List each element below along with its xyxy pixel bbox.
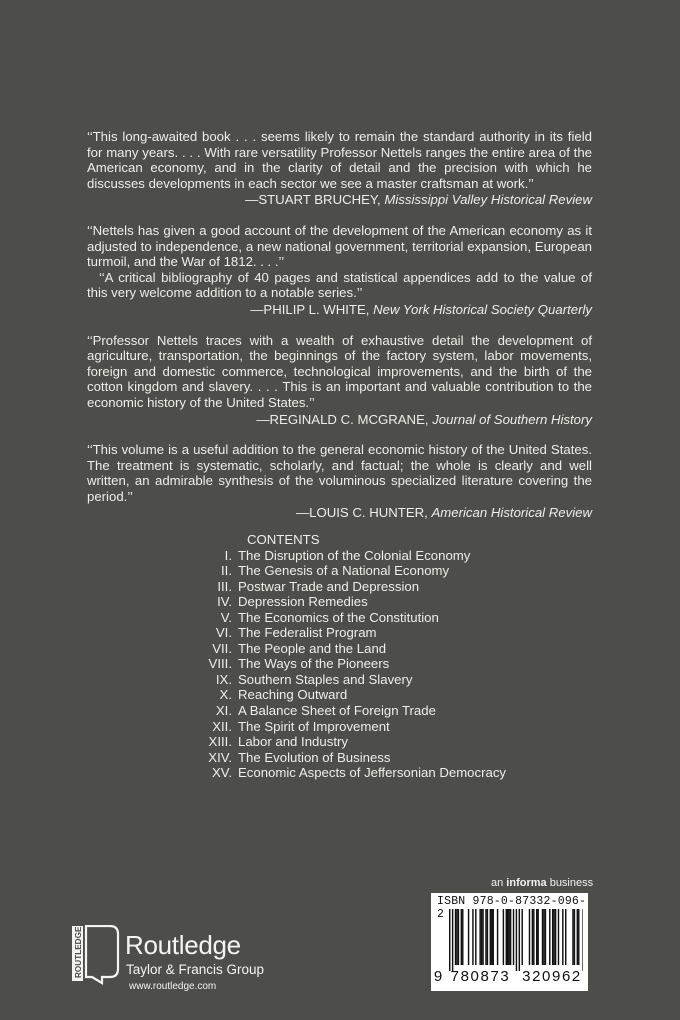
review-quote: ‘‘This volume is a useful addition to the general economic history of the United States. The treatment is systematic, scholarly, and factual; the whole is clearly and well written, an admirable synthesis of the voluminous specialized literature covering the period.’’ xyxy=(87,442,592,504)
barcode-bar xyxy=(549,909,550,965)
toc-item xyxy=(186,594,506,610)
barcode-bar xyxy=(533,909,534,965)
review-source: Journal of Southern History xyxy=(432,411,592,427)
chapter-number: V. xyxy=(220,609,232,625)
review-quote: ‘‘Professor Nettels traces with a wealth of exhaustive detail the development of agriculture, transportation, the beginnings of the factory system, labor movements, foreign and domestic commerce, technological improvements, and the birth of the cotton kingdom and slavery. . . . This is an important and valuable contribution to the economic history of the United States.’’ xyxy=(87,332,592,410)
review-author: —LOUIS C. HUNTER, xyxy=(295,505,432,521)
barcode-bar xyxy=(565,909,566,965)
chapter-title: Economic Aspects of Jeffersonian Democracy xyxy=(238,765,507,781)
barcode-bar xyxy=(472,909,473,965)
review-block xyxy=(87,442,592,521)
toc-item xyxy=(186,765,506,781)
barcode-bar xyxy=(552,909,553,965)
isbn-digit-first: 9 xyxy=(433,968,443,985)
barcode-bar xyxy=(461,909,462,965)
chapter-number: II. xyxy=(221,563,232,579)
chapter-title: Labor and Industry xyxy=(238,734,348,750)
barcode-bar xyxy=(555,909,556,965)
review-author: —REGINALD C. MCGRANE, xyxy=(256,411,433,427)
barcode-bar xyxy=(507,909,508,965)
review-attribution xyxy=(87,505,592,521)
barcode-bar xyxy=(485,909,486,965)
barcode-bar xyxy=(506,909,507,965)
routledge-logo-icon xyxy=(70,925,120,987)
barcode-bar xyxy=(468,909,469,965)
publisher-group: Taylor & Francis Group xyxy=(126,962,265,977)
barcode-bar xyxy=(522,909,523,965)
chapter-number: VII. xyxy=(212,640,232,656)
barcode-bars xyxy=(437,909,583,971)
barcode-bar xyxy=(577,909,578,965)
toc-item xyxy=(186,625,506,641)
review-block xyxy=(87,223,592,318)
barcode-bar xyxy=(491,909,492,965)
barcode-bar xyxy=(578,909,579,965)
barcode-bar xyxy=(456,909,457,965)
chapter-number: XIII. xyxy=(208,734,232,750)
svg-text:ROUTLEDGE: ROUTLEDGE xyxy=(74,926,83,978)
publisher-url: www.routledge.com xyxy=(129,981,217,992)
isbn-digit-group-2: 320962 xyxy=(522,968,582,985)
chapter-title: The Spirit of Improvement xyxy=(238,718,390,734)
barcode-bar xyxy=(513,909,514,965)
chapter-title: Depression Remedies xyxy=(238,594,368,610)
review-source: Mississippi Valley Historical Review xyxy=(384,192,592,208)
toc-item xyxy=(186,719,506,735)
review-quote: ‘‘Nettels has given a good account of the development of the American economy as it adjusted to independence, a new national government, territorial expansion, European turmoil, and the War of 1812. . . .’’ xyxy=(87,222,592,270)
chapter-number: IV. xyxy=(217,594,232,610)
barcode-bar xyxy=(542,909,543,965)
chapter-title: Postwar Trade and Depression xyxy=(238,578,420,594)
barcode-bar xyxy=(455,909,456,965)
chapter-title: The Genesis of a National Economy xyxy=(238,563,450,579)
isbn-barcode xyxy=(431,893,588,991)
reviews-section xyxy=(87,129,592,536)
barcode-bar xyxy=(482,909,483,965)
toc-item xyxy=(186,672,506,688)
barcode-bar xyxy=(510,909,511,965)
barcode-bar xyxy=(508,909,509,965)
toc-item xyxy=(186,610,506,626)
barcode-bar xyxy=(582,909,583,971)
review-quote: ‘‘This long-awaited book . . . seems likely to remain the standard authority in its field for many years. . . . With rare versatility Professor Nettels ranges the entire area of the American economy, and in the clarity of detail and the precision with which he discusses developments in each sector we see a master craftsman at work.’’ xyxy=(87,129,592,191)
chapter-title: Reaching Outward xyxy=(238,687,348,703)
toc-item xyxy=(186,687,506,703)
chapter-title: The Ways of the Pioneers xyxy=(238,656,390,672)
chapter-title: A Balance Sheet of Foreign Trade xyxy=(238,703,436,719)
barcode-bar xyxy=(519,909,520,971)
contents-heading: CONTENTS xyxy=(247,532,320,547)
review-source: New York Historical Society Quarterly xyxy=(373,301,592,317)
chapter-number: X. xyxy=(219,687,232,703)
barcode-bar xyxy=(462,909,463,965)
chapter-number: XIV. xyxy=(208,749,232,765)
table-of-contents xyxy=(186,532,506,781)
chapter-number: VIII. xyxy=(208,656,232,672)
chapter-title: The Evolution of Business xyxy=(238,749,391,765)
chapter-number: XII. xyxy=(212,718,232,734)
barcode-bar xyxy=(572,909,573,965)
barcode-bar xyxy=(553,909,554,965)
chapter-title: The People and the Land xyxy=(238,640,387,656)
review-quote: ‘‘A critical bibliography of 40 pages and statistical appendices add to the value of this very welcome addition to a notable series.’’ xyxy=(87,269,592,301)
toc-item xyxy=(186,750,506,766)
chapter-number: XV. xyxy=(211,765,232,781)
isbn-digits xyxy=(431,968,588,985)
review-source: American Historical Review xyxy=(431,505,592,521)
chapter-title: Southern Staples and Slavery xyxy=(238,671,413,687)
barcode-bar xyxy=(481,909,482,965)
barcode-bar xyxy=(536,909,537,965)
review-author: —PHILIP L. WHITE, xyxy=(250,301,374,317)
chapter-title: The Federalist Program xyxy=(238,625,377,641)
barcode-bar xyxy=(503,909,504,965)
barcode-bar xyxy=(449,909,450,971)
barcode-bar xyxy=(487,909,488,965)
barcode-bar xyxy=(543,909,544,965)
toc-item xyxy=(186,641,506,657)
chapter-title: The Disruption of the Colonial Economy xyxy=(238,547,471,563)
chapter-number: XI. xyxy=(215,703,232,719)
toc-item xyxy=(186,563,506,579)
toc-item xyxy=(186,656,506,672)
barcode-bar xyxy=(562,909,563,965)
toc-item xyxy=(186,703,506,719)
toc-item xyxy=(186,548,506,564)
barcode-bar xyxy=(452,909,453,971)
review-attribution xyxy=(87,192,592,208)
review-author: —STUART BRUCHEY, xyxy=(245,192,385,208)
informa-business-tagline: an informa business xyxy=(491,877,594,889)
barcode-bar xyxy=(529,909,530,965)
review-block xyxy=(87,129,592,208)
chapter-number: III. xyxy=(217,578,232,594)
barcode-bar xyxy=(497,909,498,965)
chapter-list xyxy=(186,548,506,781)
chapter-title: The Economics of the Constitution xyxy=(238,609,439,625)
review-attribution xyxy=(87,302,592,318)
chapter-number: VI. xyxy=(215,625,232,641)
chapter-number: IX. xyxy=(215,671,232,687)
isbn-text: ISBN 978-0-87332-096-2 xyxy=(437,895,587,921)
isbn-digit-group-1: 780873 xyxy=(450,968,511,985)
barcode-bar xyxy=(458,909,459,965)
publisher-name: Routledge xyxy=(125,930,241,960)
barcode-bar xyxy=(558,909,559,965)
toc-item xyxy=(186,579,506,595)
barcode-bar xyxy=(493,909,494,965)
barcode-bar xyxy=(516,909,517,971)
barcode-bar xyxy=(490,909,491,965)
toc-item xyxy=(186,734,506,750)
review-attribution xyxy=(87,412,592,428)
barcode-bar xyxy=(532,909,533,965)
barcode-bar xyxy=(574,909,575,965)
barcode-bar xyxy=(475,909,476,965)
barcode-bar xyxy=(537,909,538,965)
chapter-number: I. xyxy=(224,547,232,563)
review-block xyxy=(87,333,592,428)
barcode-bar xyxy=(545,909,546,965)
barcode-bar xyxy=(479,909,480,965)
